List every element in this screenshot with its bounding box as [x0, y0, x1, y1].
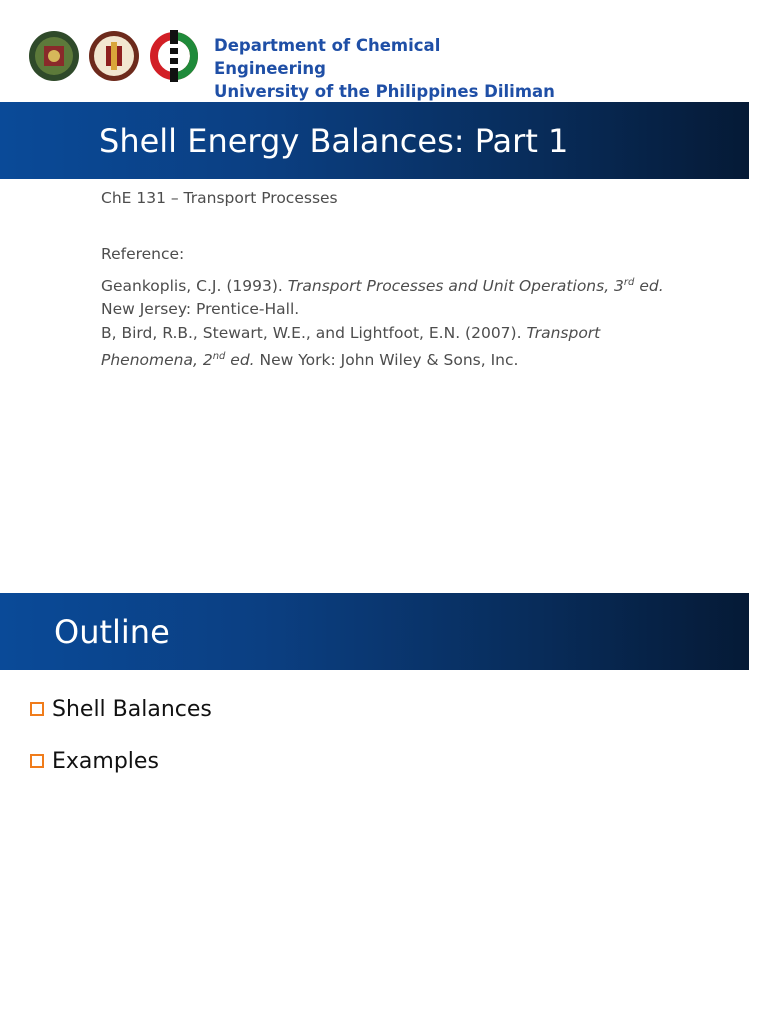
- outline-banner: [0, 593, 749, 670]
- ref1-publisher: New Jersey: Prentice-Hall.: [101, 300, 300, 319]
- dept-line-1: Department of Chemical: [214, 36, 441, 55]
- ref2-ed: ed.: [225, 351, 255, 370]
- department-heading: [214, 34, 555, 103]
- outline-item-shell-balances: Shell Balances: [52, 696, 212, 722]
- outline-item-examples: Examples: [52, 748, 159, 774]
- ref1-ed: ed.: [634, 277, 664, 296]
- page-title: Shell Energy Balances: Part 1: [99, 122, 569, 160]
- list-item: [30, 694, 212, 724]
- checkbox-bullet-icon: [30, 702, 44, 716]
- ref2-title-a: Transport: [526, 324, 601, 342]
- reference-label: Reference:: [101, 245, 185, 263]
- course-name: ChE 131 – Transport Processes: [101, 189, 338, 207]
- ref1-sup: rd: [623, 277, 635, 288]
- up-seal-icon: [28, 30, 80, 82]
- ref1-authors: Geankoplis, C.J. (1993).: [101, 277, 288, 296]
- ref2-sup: nd: [212, 351, 226, 362]
- college-seal-icon: [88, 30, 140, 82]
- dept-line-3: University of the Philippines Diliman: [214, 82, 555, 101]
- outline-list: [30, 694, 212, 798]
- reference-2: [101, 322, 721, 372]
- reference-1: [101, 271, 721, 321]
- list-item: [30, 746, 212, 776]
- che-dept-logo-icon: [148, 30, 200, 82]
- ref2-publisher: New York: John Wiley & Sons, Inc.: [254, 351, 519, 370]
- ref2-authors: B, Bird, R.B., Stewart, W.E., and Lightfoot, E.N. (2007).: [101, 324, 527, 342]
- ref1-title: Transport Processes and Unit Operations, 3: [287, 277, 624, 296]
- checkbox-bullet-icon: [30, 754, 44, 768]
- dept-line-2: Engineering: [214, 59, 326, 78]
- title-banner: [0, 102, 749, 179]
- outline-title: Outline: [54, 613, 170, 651]
- ref2-title-b: Phenomena, 2: [101, 351, 213, 370]
